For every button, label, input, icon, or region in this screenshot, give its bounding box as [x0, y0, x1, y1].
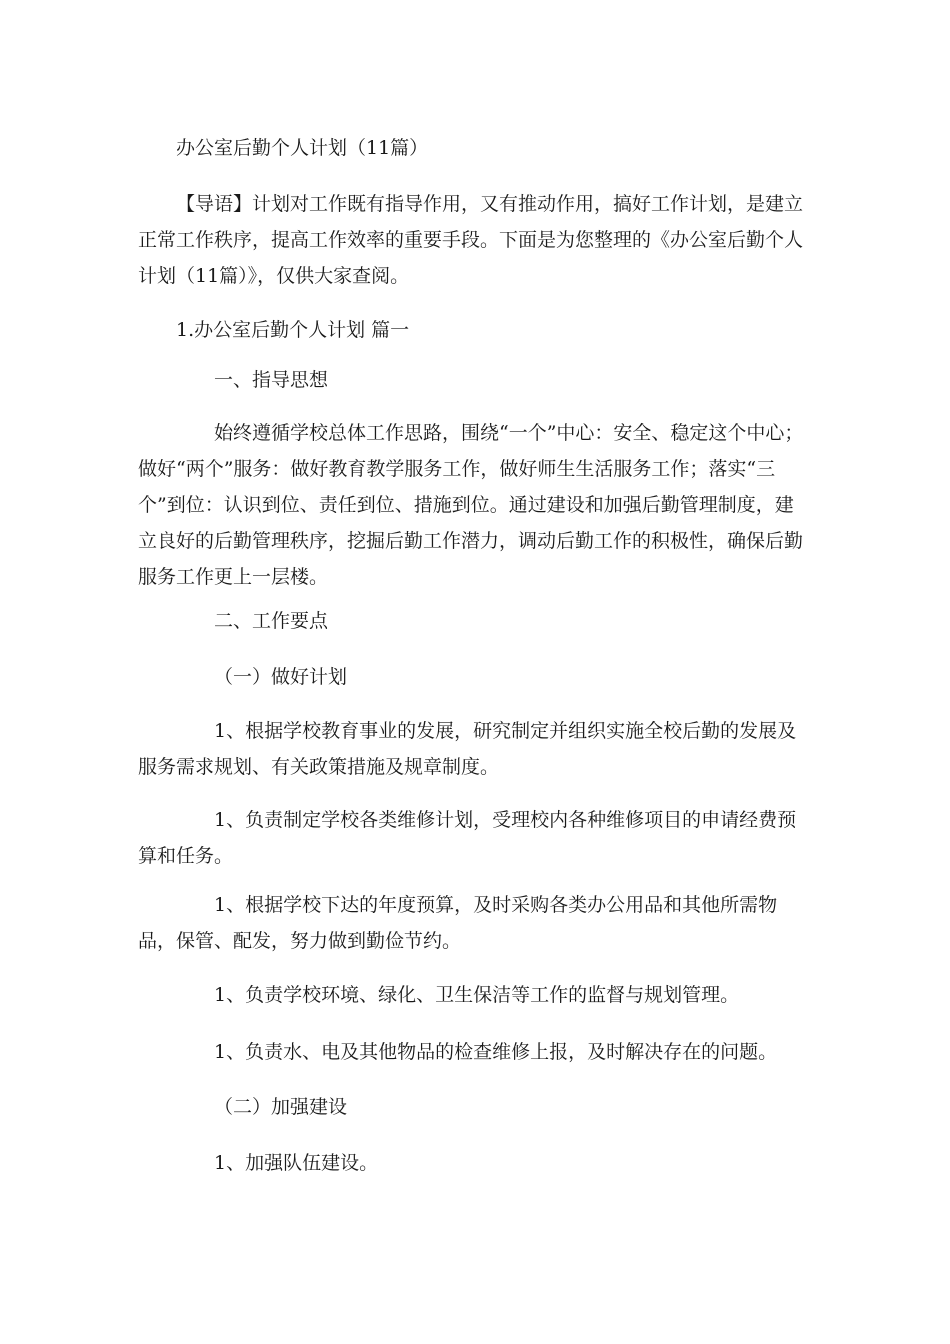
list-item: 1、负责水、电及其他物品的检查维修上报，及时解决存在的问题。: [214, 1041, 778, 1063]
list-item: 1、负责学校环境、绿化、卫生保洁等工作的监督与规划管理。: [214, 984, 740, 1006]
heading-guiding-thought: 一、指导思想: [214, 369, 329, 391]
list-item: 1、根据学校教育事业的发展，研究制定并组织实施全校后勤的发展及服务需求规划、有关政策措施及规章制度。: [138, 720, 797, 778]
list-item: 1、加强队伍建设。: [214, 1152, 379, 1174]
heading-work-points: 二、工作要点: [214, 610, 329, 632]
subheading-build: （二）加强建设: [214, 1096, 348, 1118]
section-title: 1.办公室后勤个人计划 篇一: [176, 319, 410, 341]
list-item: 1、负责制定学校各类维修计划，受理校内各种维修项目的申请经费预算和任务。: [138, 809, 797, 867]
list-item: 1、根据学校下达的年度预算，及时采购各类办公用品和其他所需物品，保管、配发，努力做到勤俭节约。: [138, 894, 778, 952]
subheading-plan: （一）做好计划: [214, 666, 348, 688]
document-title: 办公室后勤个人计划（11篇）: [176, 137, 429, 159]
paragraph-guiding-thought: 始终遵循学校总体工作思路，围绕“一个”中心：安全、稳定这个中心；做好“两个”服务：做好教育教学服务工作，做好师生生活服务工作；落实“三个”到位：认识到位、责任到位、措施到位。通过建设和加强后勤管理制度，建立良好的后勤管理秩序，挖掘后勤工作潜力，调动后勤工作的积极性，确保后勤服务工作更上一层楼。: [138, 422, 804, 588]
intro-paragraph: 【导语】计划对工作既有指导作用，又有推动作用，搞好工作计划，是建立正常工作秩序，提高工作效率的重要手段。下面是为您整理的《办公室后勤个人计划（11篇）》，仅供大家查阅。: [138, 193, 804, 287]
